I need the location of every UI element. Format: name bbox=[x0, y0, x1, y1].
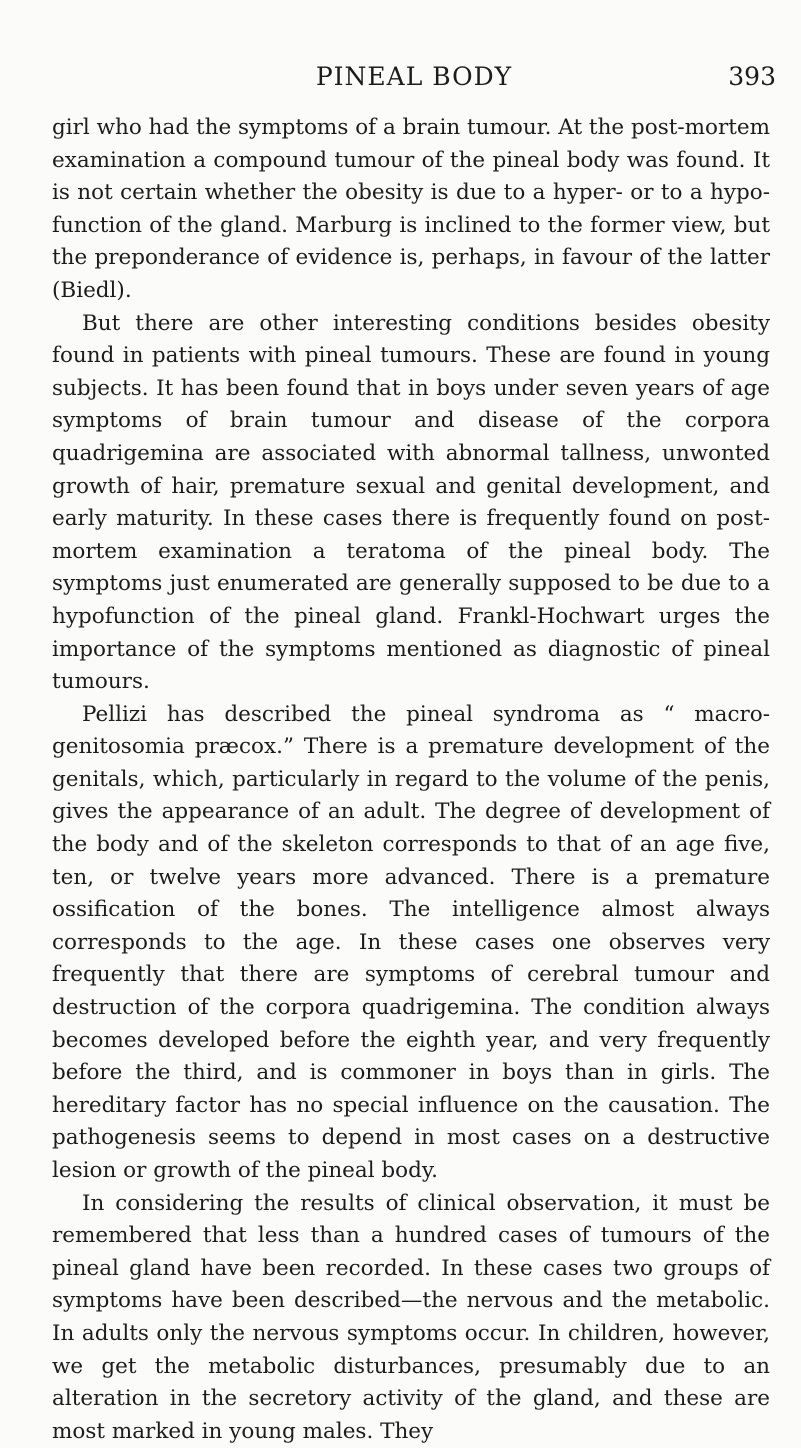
page-number: 393 bbox=[728, 62, 776, 91]
paragraph-continuation: girl who had the symptoms of a brain tumour. At the post-mortem examination a compound tumour of the pineal body was found. It is not certain whether the obesity is due to a hyper- or to a hypo-function of the gland. Marburg is inclined to the former view, but the preponderance of evidence is, perhaps, in favour of the latter (Biedl). bbox=[52, 115, 770, 303]
paragraph-pellizi-syndroma: Pellizi has described the pineal syndroma as “ macro-genitosomia præcox.” There is a premature development of the genitals, which, particularly in regard to the volume of the penis, gives the appearance of an adult. The degree of development of the body and of the skeleton corresponds to that of an age five, ten, or twelve years more advanced. There is a premature ossification of the bones. The intelligence almost always corresponds to the age. In these cases one observes very frequently that there are symptoms of cerebral tumour and destruction of the corpora quadrigemina. The condition always becomes developed before the eighth year, and very frequently before the third, and is commoner in boys than in girls. The hereditary factor has no special influence on the causation. The pathogenesis seems to depend in most cases on a destructive lesion or growth of the pineal body. bbox=[52, 701, 770, 1183]
paragraph-pineal-tumour-conditions: But there are other interesting conditions besides obesity found in patients with pineal tumours. These are found in young subjects. It has been found that in boys under seven years of age symptoms of brain tumour and disease of the corpora quadrigemina are associated with abnormal tallness, unwonted growth of hair, premature sexual and genital development, and early maturity. In these cases there is frequently found on post-mortem examination a teratoma of the pineal body. The symptoms just enumerated are generally supposed to be due to a hypofunction of the pineal gland. Frankl-Hochwart urges the importance of the symptoms mentioned as diagnostic of pineal tumours. bbox=[52, 310, 770, 695]
running-header bbox=[52, 62, 776, 92]
body-text bbox=[52, 112, 770, 1448]
paragraph-clinical-observation: In considering the results of clinical observation, it must be remembered that less than a hundred cases of tumours of the pineal gland have been recorded. In these cases two groups of symptoms have been described—the nervous and the metabolic. In adults only the nervous symptoms occur. In children, however, we get the metabolic disturbances, presumably due to an alteration in the secretory activity of the gland, and these are most marked in young males. They bbox=[52, 1190, 770, 1444]
running-title: PINEAL BODY bbox=[315, 62, 513, 91]
